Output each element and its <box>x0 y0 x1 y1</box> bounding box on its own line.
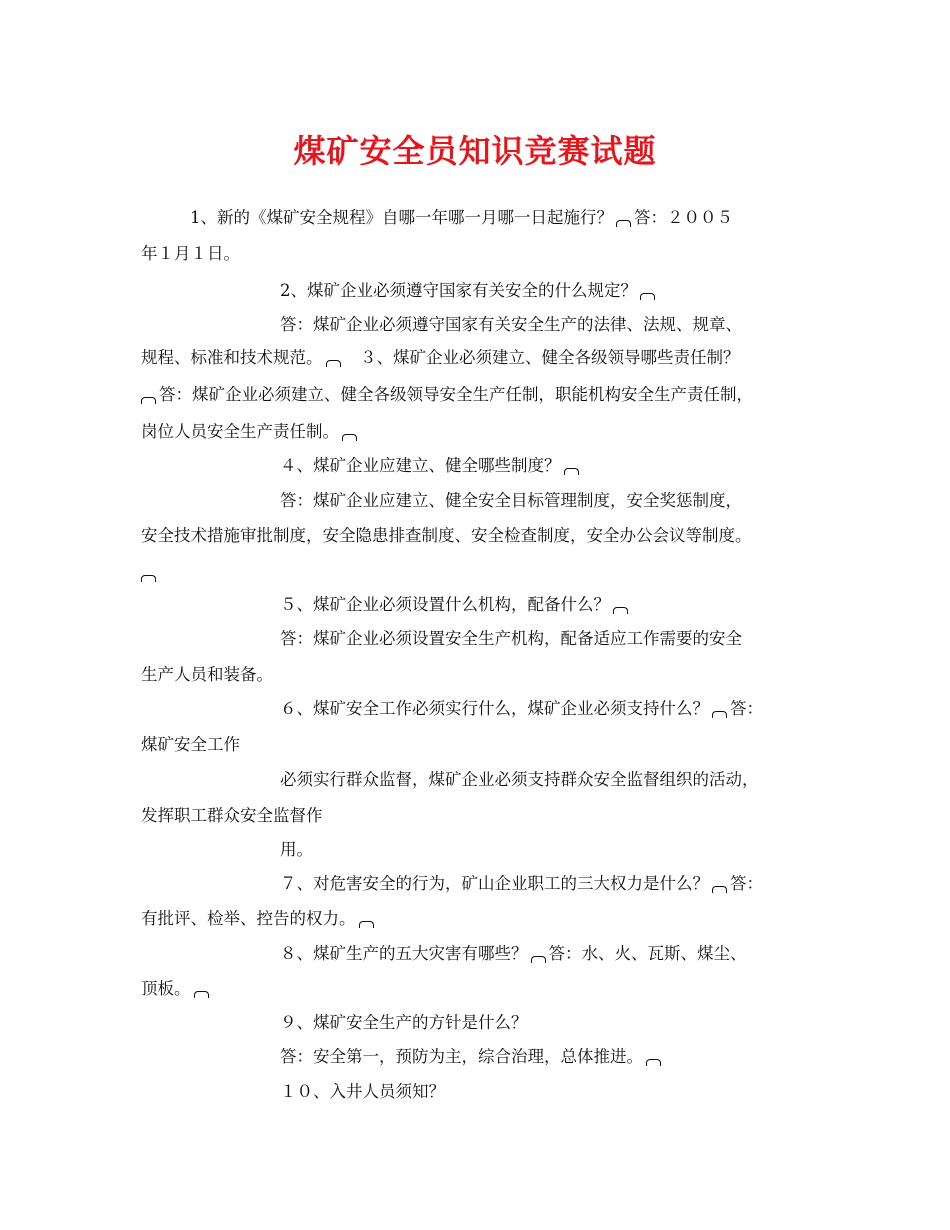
line-text: 有批评、检举、控告的权力。 <box>141 909 356 928</box>
return-mark-icon <box>564 468 579 475</box>
text-line <box>280 314 742 336</box>
line-text: 煤矿安全工作 <box>141 735 240 754</box>
text-line <box>141 384 753 406</box>
line-tail-text: 答：２００５ <box>634 208 733 227</box>
text-line <box>280 839 313 861</box>
text-line <box>280 873 763 895</box>
line-tail-text: 答：水、火、瓦斯、煤尘、 <box>548 944 747 963</box>
text-line <box>141 243 240 265</box>
line-tail-text: 答： <box>730 874 763 893</box>
line-text: ７、对危害安全的行为，矿山企业职工的三大权力是什么？ <box>280 874 709 893</box>
return-mark-icon <box>359 921 374 928</box>
line-text: 发挥职工群众安全监督作 <box>141 806 323 825</box>
text-line <box>280 490 742 512</box>
line-text: ４、煤矿企业应建立、健全哪些制度？ <box>280 456 561 475</box>
line-text: 答：安全第一，预防为主，综合治理，总体推进。 <box>280 1047 643 1066</box>
line-text: 岗位人员安全生产责任制。 <box>141 422 339 441</box>
line-text: 答：煤矿企业必须遵守国家有关安全生产的法律、法规、规章、 <box>280 315 742 334</box>
text-line <box>280 698 763 720</box>
line-tail-text: ３、煤矿企业必须建立、健全各级领导哪些责任制？ <box>343 348 740 367</box>
text-line <box>141 978 212 1000</box>
text-line <box>280 1012 528 1034</box>
return-mark-icon <box>613 607 628 614</box>
text-line <box>280 594 631 616</box>
line-text: ６、煤矿安全工作必须实行什么，煤矿企业必须支持什么？ <box>280 699 709 718</box>
return-mark-icon <box>616 220 631 227</box>
text-line <box>280 280 658 302</box>
line-text: 必须实行群众监督，煤矿企业必须支持群众安全监督组织的活动， <box>280 770 759 789</box>
return-mark-icon <box>326 360 341 367</box>
line-text: 答：煤矿企业必须设置安全生产机构，配备适应工作需要的安全 <box>280 629 742 648</box>
return-mark-icon <box>640 293 655 300</box>
return-mark-icon <box>342 434 357 441</box>
text-line <box>280 1046 664 1068</box>
return-mark-icon <box>712 711 727 718</box>
text-line <box>280 943 747 965</box>
line-text: 用。 <box>280 840 313 859</box>
line-text: 规程、标准和技术规范。 <box>141 348 323 367</box>
return-mark-icon <box>646 1059 661 1066</box>
line-text: 答：煤矿企业必须建立、健全各级领导安全生产任制，职能机构安全生产责任制， <box>159 385 753 404</box>
line-text: 年１月１日。 <box>141 244 240 263</box>
return-mark-icon <box>141 397 156 404</box>
line-text: 答：煤矿企业应建立、健全安全目标管理制度，安全奖惩制度， <box>280 491 742 510</box>
text-line <box>141 664 273 686</box>
text-line <box>280 628 742 650</box>
line-text: ９、煤矿安全生产的方针是什么？ <box>280 1013 528 1032</box>
text-line <box>141 347 740 369</box>
line-text: 2、煤矿企业必须遵守国家有关安全的什么规定？ <box>280 281 637 300</box>
document-title: 煤矿安全员知识竞赛试题 <box>293 132 657 170</box>
return-mark-icon <box>531 956 546 963</box>
text-line <box>190 207 733 229</box>
text-line <box>141 805 323 827</box>
text-line <box>141 562 159 584</box>
line-text: ５、煤矿企业必须设置什么机构，配备什么？ <box>280 595 610 614</box>
return-mark-icon <box>712 886 727 893</box>
line-tail-text: 答： <box>730 699 763 718</box>
line-text: 生产人员和装备。 <box>141 665 273 684</box>
line-text: 安全技术措施审批制度，安全隐患排查制度、安全检查制度，安全办公会议等制度。 <box>141 526 752 545</box>
text-line <box>141 908 377 930</box>
text-line <box>141 525 752 547</box>
return-mark-icon <box>141 575 156 582</box>
text-line <box>280 455 582 477</box>
line-text: １０、入井人员须知？ <box>280 1082 445 1101</box>
text-line <box>141 421 360 443</box>
line-text: 顶板。 <box>141 979 191 998</box>
text-line <box>280 1081 445 1103</box>
line-text: 1、新的《煤矿安全规程》自哪一年哪一月哪一日起施行？ <box>190 208 613 227</box>
text-line <box>280 769 759 791</box>
text-line <box>141 734 240 756</box>
return-mark-icon <box>194 991 209 998</box>
line-text: ８、煤矿生产的五大灾害有哪些？ <box>280 944 528 963</box>
